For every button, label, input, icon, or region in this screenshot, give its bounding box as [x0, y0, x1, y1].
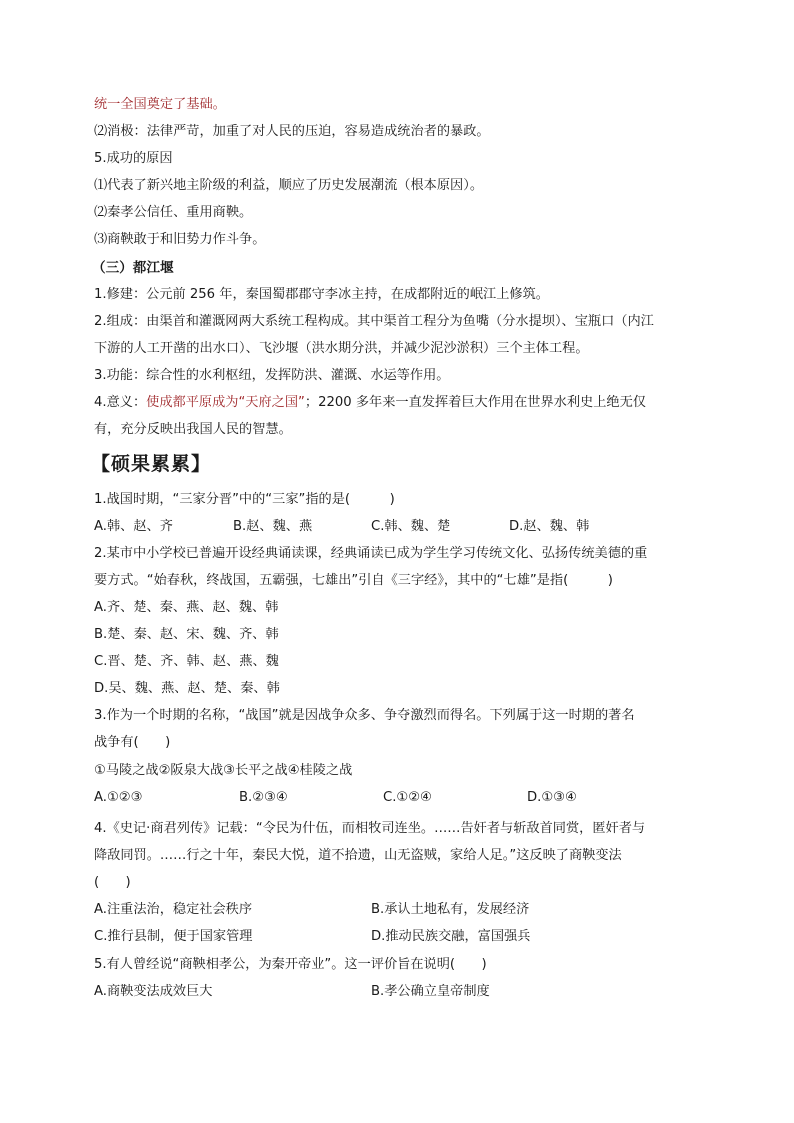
- q4-option-c: C.推行县制，便于国家管理: [94, 929, 253, 944]
- intro-line-1: 统一全国奠定了基础。: [94, 97, 226, 112]
- q4-stem-3: ( ): [94, 875, 131, 890]
- q4-options-row-2: [94, 927, 700, 947]
- q2-option-b: B.楚、秦、赵、宋、魏、齐、韩: [94, 627, 279, 642]
- q3-battles: ①马陵之战②阪泉大战③长平之战④桂陵之战: [94, 763, 353, 778]
- dujiangyan-significance-2: 有，充分反映出我国人民的智慧。: [94, 422, 292, 437]
- q3-stem-2: 战争有( ): [94, 735, 171, 750]
- dujiangyan-build: 1.修建：公元前 256 年，秦国蜀郡郡守李冰主持，在成都附近的岷江上修筑。: [94, 287, 549, 302]
- q4-stem-1: 4.《史记·商君列传》记载：“令民为什伍，而相牧司连坐。……告奸者与斩敌首同赏，匿奸者与: [94, 821, 646, 836]
- q4-option-b: B.承认土地私有，发展经济: [371, 902, 530, 917]
- success-item-2: ⑵秦孝公信任、重用商鞅。: [94, 205, 253, 220]
- q4-options-row-1: [94, 900, 700, 920]
- q4-option-d: D.推动民族交融，富国强兵: [371, 929, 531, 944]
- q5-option-b: B.孝公确立皇帝制度: [371, 984, 490, 999]
- intro-line-2: ⑵消极：法律严苛，加重了对人民的压迫，容易造成统治者的暴政。: [94, 124, 490, 139]
- q4-option-a: A.注重法治，稳定社会秩序: [94, 902, 253, 917]
- q3-stem-1: 3.作为一个时期的名称，“战国”就是因战争众多、争夺激烈而得名。下列属于这一时期的著名: [94, 708, 635, 723]
- q5-options: [94, 982, 700, 1002]
- q5-option-a: A.商鞅变法成效巨大: [94, 984, 213, 999]
- q4-stem-2: 降敌同罚。……行之十年，秦民大悦，道不拾遗，山无盗贼，家给人足。”这反映了商鞅变法: [94, 848, 622, 863]
- q1-option-a: A.韩、赵、齐: [94, 519, 173, 534]
- q2-option-a: A.齐、楚、秦、燕、赵、魏、韩: [94, 600, 279, 615]
- success-item-3: ⑶商鞅敢于和旧势力作斗争。: [94, 232, 266, 247]
- q3-option-c: C.①②④: [383, 790, 432, 805]
- q1-option-c: C.韩、魏、楚: [371, 519, 451, 534]
- q1-stem: 1.战国时期，“三家分晋”中的“三家”指的是( ): [94, 492, 395, 507]
- q5-stem: 5.有人曾经说“商鞅相孝公，为秦开帝业”。这一评价旨在说明( ): [94, 957, 487, 972]
- q1-option-d: D.赵、魏、韩: [509, 519, 590, 534]
- q1-options: [94, 517, 700, 537]
- q2-stem-2: 要方式。“始春秋，终战国，五霸强，七雄出”引自《三字经》，其中的“七雄”是指( ): [94, 573, 613, 588]
- q3-options: [94, 788, 700, 808]
- significance-highlight: 使成都平原成为“天府之国”: [146, 395, 305, 410]
- q3-option-b: B.②③④: [239, 790, 288, 805]
- dujiangyan-composition-2: 下游的人工开凿的出水口）、飞沙堰（洪水期分洪，并减少泥沙淤积）三个主体工程。: [94, 341, 589, 356]
- q2-option-d: D.吴、魏、燕、赵、楚、秦、韩: [94, 681, 280, 696]
- significance-prefix: 4.意义：: [94, 395, 147, 410]
- dujiangyan-heading: （三）都江堰: [92, 260, 174, 276]
- dujiangyan-composition-1: 2.组成：由渠首和灌溉网两大系统工程构成。其中渠首工程分为鱼嘴（分水提坝）、宝瓶口（内江: [94, 314, 654, 329]
- significance-rest: ；2200 多年来一直发挥着巨大作用在世界水利史上绝无仅: [304, 395, 646, 410]
- dujiangyan-significance-1: [94, 393, 700, 413]
- success-title: 5.成功的原因: [94, 151, 173, 166]
- q1-option-b: B.赵、魏、燕: [233, 519, 313, 534]
- q2-option-c: C.晋、楚、齐、韩、赵、燕、魏: [94, 654, 279, 669]
- success-item-1: ⑴代表了新兴地主阶级的利益，顺应了历史发展潮流（根本原因）。: [94, 178, 484, 193]
- q3-option-d: D.①③④: [527, 790, 577, 805]
- dujiangyan-function: 3.功能：综合性的水利枢纽，发挥防洪、灌溉、水运等作用。: [94, 368, 450, 383]
- exercises-heading: 【硕果累累】: [91, 453, 212, 475]
- q2-stem-1: 2.某市中小学校已普遍开设经典诵读课，经典诵读已成为学生学习传统文化、弘扬传统美德的重: [94, 546, 648, 561]
- q3-option-a: A.①②③: [94, 790, 143, 805]
